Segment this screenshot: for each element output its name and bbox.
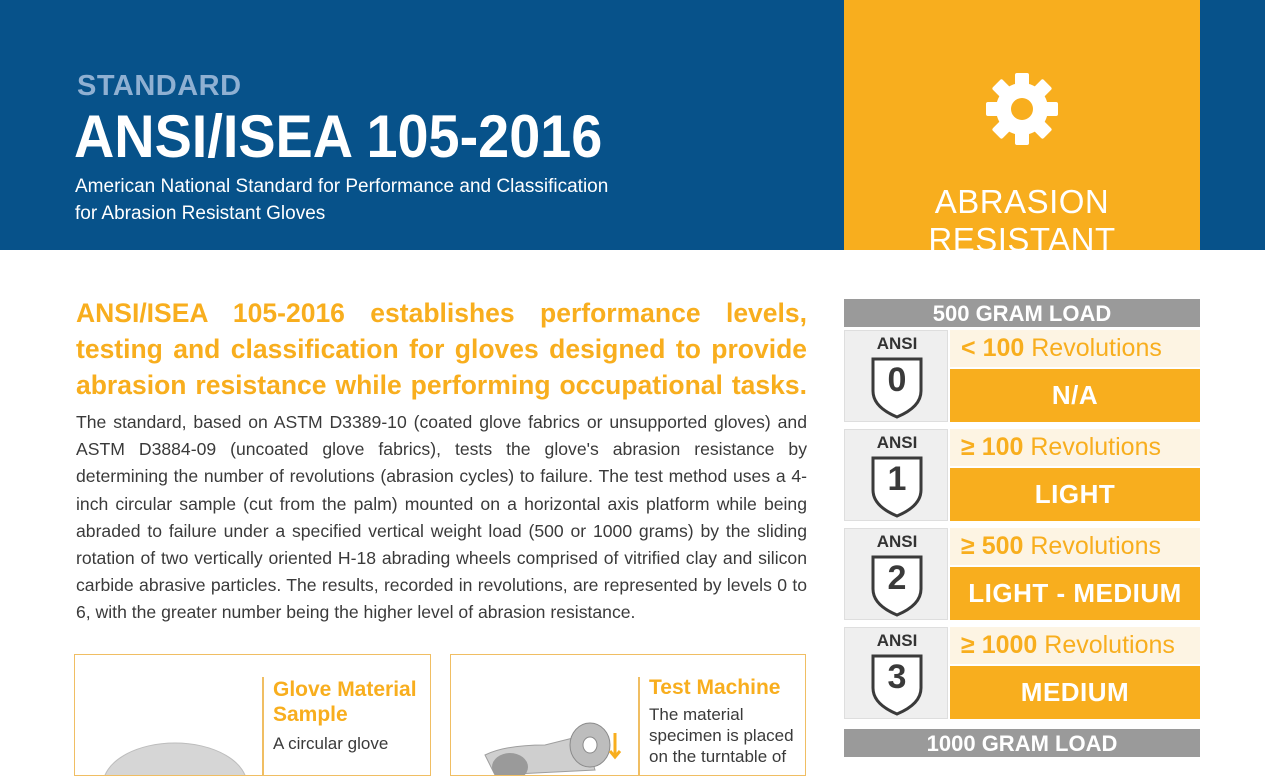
level-row [844, 330, 1200, 422]
ansi-label: ANSI [876, 532, 918, 551]
level-number: 3 [887, 658, 907, 696]
subtitle-line: American National Standard for Performance and Classification [75, 176, 609, 197]
lead-line: ANSI/ISEA 105-2016 establishes performance levels, [76, 298, 807, 328]
revolutions-threshold [950, 330, 1200, 367]
level-number: 1 [887, 460, 907, 498]
lead-line: abrasion resistance while performing occupational tasks. [76, 370, 807, 400]
level-shield-box [844, 627, 948, 719]
subtitle-line: for Abrasion Resistant Gloves [75, 203, 326, 224]
revolutions-threshold [950, 627, 1200, 664]
lead-statement [76, 295, 807, 403]
threshold-count: 500 [981, 532, 1024, 560]
threshold-count: 100 [981, 433, 1024, 461]
level-number: 2 [887, 559, 907, 597]
threshold-symbol: < [961, 334, 976, 362]
threshold-symbol: ≥ [961, 631, 975, 659]
load-header-500: 500 GRAM LOAD [844, 299, 1200, 327]
level-classification: N/A [950, 369, 1200, 422]
badge-label: ABRASION RESISTANT [928, 183, 1116, 258]
ansi-label: ANSI [876, 334, 918, 353]
card-text-line: on the turntable of [649, 747, 787, 766]
ansi-label: ANSI [876, 433, 918, 452]
page-subtitle [75, 173, 635, 227]
card-title-line: Glove Material [273, 678, 417, 701]
threshold-unit: Revolutions [1030, 532, 1161, 560]
level-classification: MEDIUM [950, 666, 1200, 719]
revolutions-threshold [950, 429, 1200, 466]
card-title-line: Sample [273, 703, 348, 726]
load-header-1000: 1000 GRAM LOAD [844, 729, 1200, 757]
card-text: A circular glove [273, 734, 389, 753]
threshold-symbol: ≥ [961, 532, 975, 560]
card-text-line: The material [649, 705, 744, 724]
body-paragraph: The standard, based on ASTM D3389-10 (coated glove fabrics or unsupported gloves) and ASTM D3884-09 (uncoated glove fabrics), tests the glove's abrasion resistance by determining the number of revolutions (abrasion cycles) to failure. The test method uses a 4-inch circular sample (cut from the palm) mounted on a horizontal axis platform while being abraded to failure under a specified vertical weight load (500 or 1000 grams) by the sliding rotation of two vertically oriented H-18 abrading wheels comprised of vitrified clay and silicon carbide abrasive particles. The results, recorded in revolutions, are represented by levels 0 to 6, with the greater number being the higher level of abrasion resistance. [76, 412, 807, 623]
level-shield-box [844, 429, 948, 521]
level-row [844, 627, 1200, 719]
card-divider [638, 677, 640, 776]
card-text-line: specimen is placed [649, 726, 794, 745]
glove-sample-image [95, 735, 255, 776]
header-kicker: STANDARD [77, 70, 242, 102]
threshold-unit: Revolutions [1031, 334, 1162, 362]
card-title [273, 677, 417, 727]
level-row [844, 429, 1200, 521]
page-title: ANSI/ISEA 105-2016 [74, 103, 603, 170]
level-shield-box [844, 330, 948, 422]
level-row [844, 528, 1200, 620]
threshold-symbol: ≥ [961, 433, 975, 461]
card-test-machine [450, 654, 806, 776]
threshold-unit: Revolutions [1030, 433, 1161, 461]
card-title: Test Machine [649, 676, 781, 699]
test-machine-image [465, 715, 635, 775]
threshold-count: 100 [982, 334, 1025, 362]
level-classification: LIGHT - MEDIUM [950, 567, 1200, 620]
revolutions-threshold [950, 528, 1200, 565]
level-number: 0 [887, 361, 907, 399]
card-text [649, 704, 794, 767]
card-glove-material [74, 654, 431, 776]
level-shield-box [844, 528, 948, 620]
threshold-count: 1000 [981, 631, 1038, 659]
gear-icon [985, 72, 1059, 146]
level-classification: LIGHT [950, 468, 1200, 521]
lead-line: testing and classification for gloves designed to provide [76, 334, 807, 364]
card-divider [262, 677, 264, 776]
threshold-unit: Revolutions [1044, 631, 1175, 659]
category-badge [844, 0, 1200, 258]
ansi-label: ANSI [876, 631, 918, 650]
